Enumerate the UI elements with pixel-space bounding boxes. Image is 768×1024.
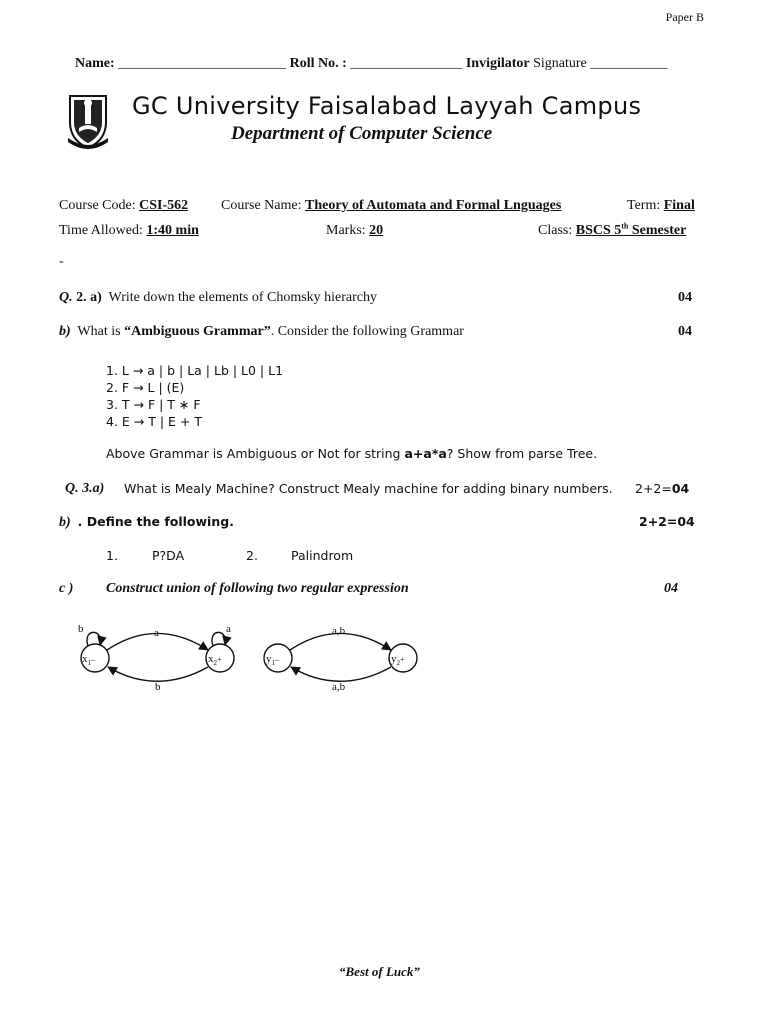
grammar-rules bbox=[106, 362, 283, 430]
q3a-label-sub: a) bbox=[92, 481, 105, 496]
finite-automata-diagram bbox=[70, 614, 430, 698]
term-value: Final bbox=[663, 198, 695, 213]
fa2-state-1-label: $y_1^-$ bbox=[266, 653, 279, 667]
time-allowed bbox=[59, 223, 199, 239]
q2b-marks: 04 bbox=[678, 324, 692, 339]
term-label: Term: bbox=[627, 198, 661, 213]
course-name-label: Course Name: bbox=[221, 198, 302, 213]
fa1-loop-1-label: b bbox=[78, 623, 84, 635]
time-value: 1:40 min bbox=[146, 223, 199, 238]
q2b-text-pre: What is bbox=[77, 324, 125, 339]
fa1-edge-bottom bbox=[108, 667, 208, 681]
fa2-state-2-label: $y_2^+$ bbox=[391, 653, 405, 667]
fa2-edge-bottom bbox=[291, 667, 391, 681]
invigilator-label: Invigilator bbox=[465, 56, 530, 71]
q3b-item-1: P?DA bbox=[152, 548, 185, 563]
q3b-text: . Define the following. bbox=[77, 514, 234, 529]
class bbox=[538, 223, 686, 239]
course-code-value: CSI-562 bbox=[139, 198, 189, 213]
university-title: GC University Faisalabad Layyah Campus bbox=[132, 92, 642, 120]
grammar-rule: 2. F → L | (E) bbox=[106, 380, 185, 395]
roll-label: Roll No. : bbox=[289, 56, 347, 71]
ambiguity-post: ? Show from parse Tree. bbox=[446, 446, 598, 461]
q3b-marks: 2+2=04 bbox=[639, 514, 695, 529]
q2a-text: Write down the elements of Chomsky hierarchy bbox=[108, 290, 378, 305]
q3a-marks-bold: 04 bbox=[671, 481, 690, 496]
class-sup: th bbox=[621, 221, 629, 231]
q2a-marks: 04 bbox=[678, 290, 692, 305]
class-prefix: BSCS 5 bbox=[575, 223, 622, 238]
q2b bbox=[59, 324, 464, 340]
course-code-label: Course Code: bbox=[59, 198, 136, 213]
q2b-text-bold: “Ambiguous Grammar” bbox=[124, 324, 271, 339]
class-value bbox=[576, 223, 687, 238]
fa2-top-label: a,b bbox=[332, 625, 346, 637]
marks-label: Marks: bbox=[326, 223, 366, 238]
grammar-rule: 4. E → T | E + T bbox=[106, 414, 202, 429]
fa1-bottom-label: b bbox=[155, 681, 161, 693]
q3b-item-1-num: 1. bbox=[106, 548, 118, 563]
q3a-marks bbox=[635, 481, 689, 496]
name-label: Name: bbox=[75, 56, 115, 71]
q3c-text: Construct union of following two regular expression bbox=[106, 581, 409, 596]
signature-label: Signature bbox=[533, 56, 587, 71]
fa1-top-label: a bbox=[154, 627, 159, 639]
fa1-state-1-label: $x_1^-$ bbox=[82, 653, 95, 667]
ambiguity-string: a+a*a bbox=[404, 446, 447, 461]
q3c-label: c ) bbox=[59, 581, 74, 596]
roll-blank: ________________ bbox=[350, 56, 463, 71]
q2a bbox=[59, 290, 377, 306]
dash: - bbox=[59, 254, 64, 269]
class-label: Class: bbox=[538, 223, 573, 238]
course-name-value: Theory of Automata and Formal Lnguages bbox=[304, 198, 562, 213]
q3c-marks: 04 bbox=[664, 581, 678, 596]
course-name bbox=[221, 198, 561, 214]
marks bbox=[326, 223, 383, 239]
q3a-label bbox=[65, 481, 104, 497]
term bbox=[627, 198, 695, 214]
fa1-loop-2-label: a bbox=[226, 623, 231, 635]
department-title: Department of Computer Science bbox=[231, 123, 493, 144]
q3a-text: What is Mealy Machine? Construct Mealy machine for adding binary numbers. bbox=[124, 481, 613, 496]
q2b-label: b) bbox=[59, 324, 71, 339]
fa2-bottom-label: a,b bbox=[332, 681, 346, 693]
q3b-label: b) bbox=[59, 515, 71, 530]
q3b bbox=[59, 514, 234, 531]
university-crest-logo bbox=[66, 92, 110, 150]
q3b-item-2: Palindrom bbox=[291, 548, 354, 563]
q3b-item-2-num: 2. bbox=[246, 548, 258, 563]
ambiguity-pre: Above Grammar is Ambiguous or Not for string bbox=[106, 446, 405, 461]
q2a-label-num: 2. a) bbox=[72, 290, 102, 305]
q3a-label-num: Q. 3. bbox=[65, 481, 93, 496]
ambiguity-question bbox=[106, 446, 597, 461]
grammar-rule: 3. T → F | T ∗ F bbox=[106, 397, 201, 412]
paper-label: Paper B bbox=[665, 10, 704, 24]
q3a-marks-pre: 2+2= bbox=[635, 481, 672, 496]
course-code bbox=[59, 198, 188, 214]
marks-value: 20 bbox=[369, 223, 384, 238]
footer-best-of-luck: “Best of Luck” bbox=[339, 964, 420, 979]
q2b-text-post: . Consider the following Grammar bbox=[270, 324, 464, 339]
fa1-state-2-label: $x_2^+$ bbox=[208, 653, 222, 667]
q2a-label-prefix: Q. bbox=[59, 290, 73, 305]
name-blank: ________________________ bbox=[118, 56, 287, 71]
signature-blank: ___________ bbox=[590, 56, 668, 71]
grammar-rule: 1. L → a | b | La | Lb | L0 | L1 bbox=[106, 363, 284, 378]
student-info-line bbox=[75, 56, 667, 72]
class-suffix: Semester bbox=[628, 223, 687, 238]
time-label: Time Allowed: bbox=[59, 223, 143, 238]
